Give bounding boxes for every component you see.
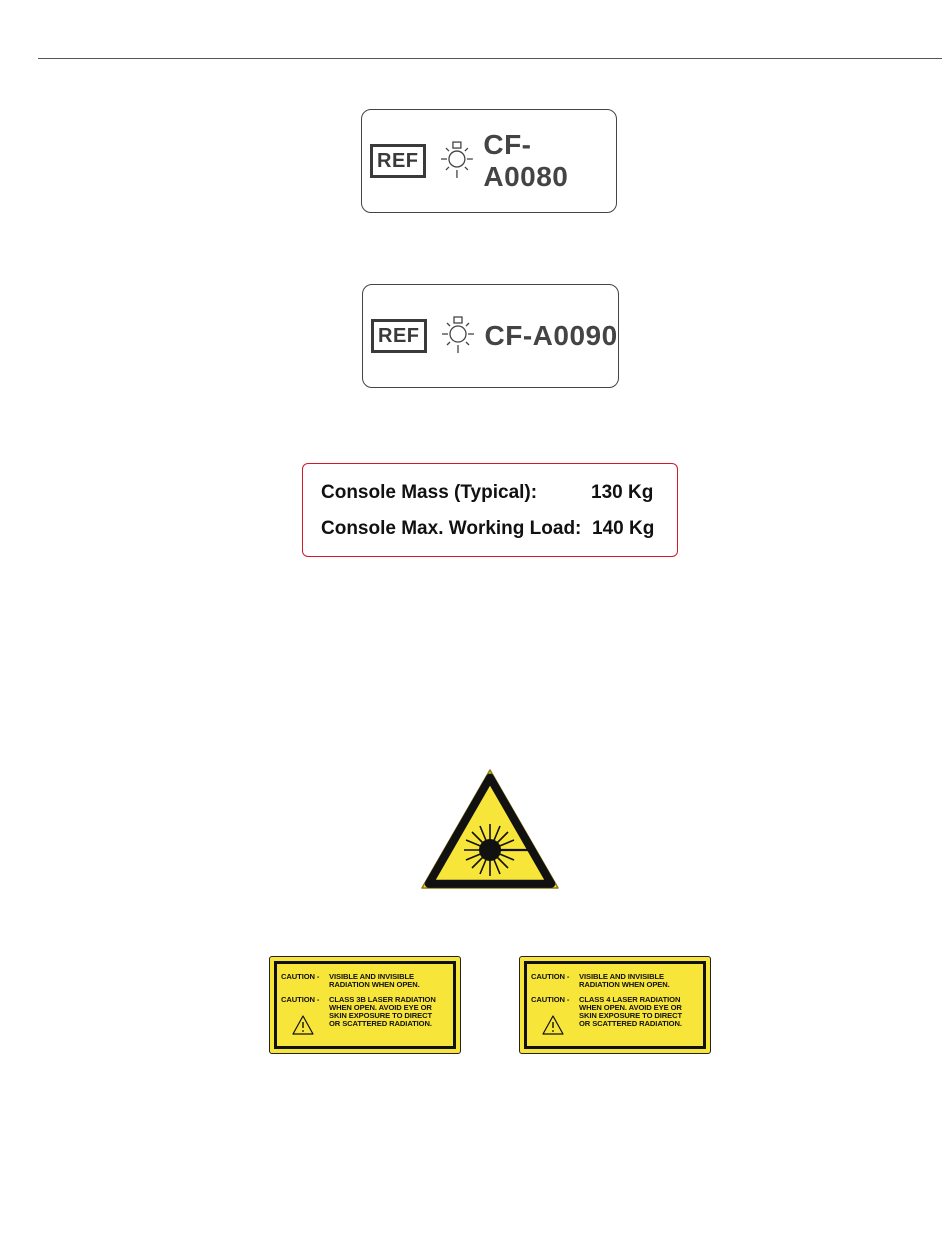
- ref-label-1: [361, 109, 617, 213]
- caution-text: CAUTION -: [281, 995, 320, 1004]
- console-spec-box: [302, 463, 678, 557]
- caution-text: CAUTION -: [531, 972, 570, 981]
- warning-triangle-icon: [291, 1014, 315, 1036]
- caution-text: CAUTION -: [531, 995, 570, 1004]
- ref-box: REF: [371, 319, 427, 353]
- console-load-label: Console Max. Working Load:: [321, 518, 582, 539]
- caution-label-class-3b: [269, 956, 461, 1054]
- caution-text: CAUTION -: [281, 972, 320, 981]
- caution-text: RADIATION WHEN OPEN.: [579, 980, 670, 989]
- ref-box: REF: [370, 144, 426, 178]
- caution-text: SKIN EXPOSURE TO DIRECT: [329, 1011, 433, 1020]
- caution-text: VISIBLE AND INVISIBLE: [579, 972, 664, 981]
- ref-label-2: [362, 284, 619, 388]
- caution-label-frame: [524, 961, 706, 1049]
- caution-text: CLASS 3B LASER RADIATION: [329, 995, 436, 1004]
- header-rule: [38, 58, 942, 59]
- caution-text: OR SCATTERED RADIATION.: [329, 1019, 432, 1028]
- caution-text: OR SCATTERED RADIATION.: [579, 1019, 682, 1028]
- console-load-value: 140 Kg: [592, 518, 655, 539]
- ref-code: CF-A0090: [484, 320, 618, 351]
- caution-text: WHEN OPEN. AVOID EYE OR: [579, 1003, 682, 1012]
- caution-text: VISIBLE AND INVISIBLE: [329, 972, 414, 981]
- caution-text: CLASS 4 LASER RADIATION: [579, 995, 681, 1004]
- console-mass-label: Console Mass (Typical):: [321, 482, 538, 503]
- caution-text: RADIATION WHEN OPEN.: [329, 980, 420, 989]
- lamp-icon: [439, 314, 477, 358]
- console-mass-value: 130 Kg: [591, 482, 654, 503]
- warning-triangle-icon: [541, 1014, 565, 1036]
- caution-label-frame: [274, 961, 456, 1049]
- laser-warning-icon: [418, 766, 562, 894]
- caution-text: WHEN OPEN. AVOID EYE OR: [329, 1003, 432, 1012]
- lamp-icon: [438, 139, 476, 183]
- ref-code: CF-A0080: [483, 129, 569, 192]
- caution-text: SKIN EXPOSURE TO DIRECT: [579, 1011, 683, 1020]
- caution-label-class-4: [519, 956, 711, 1054]
